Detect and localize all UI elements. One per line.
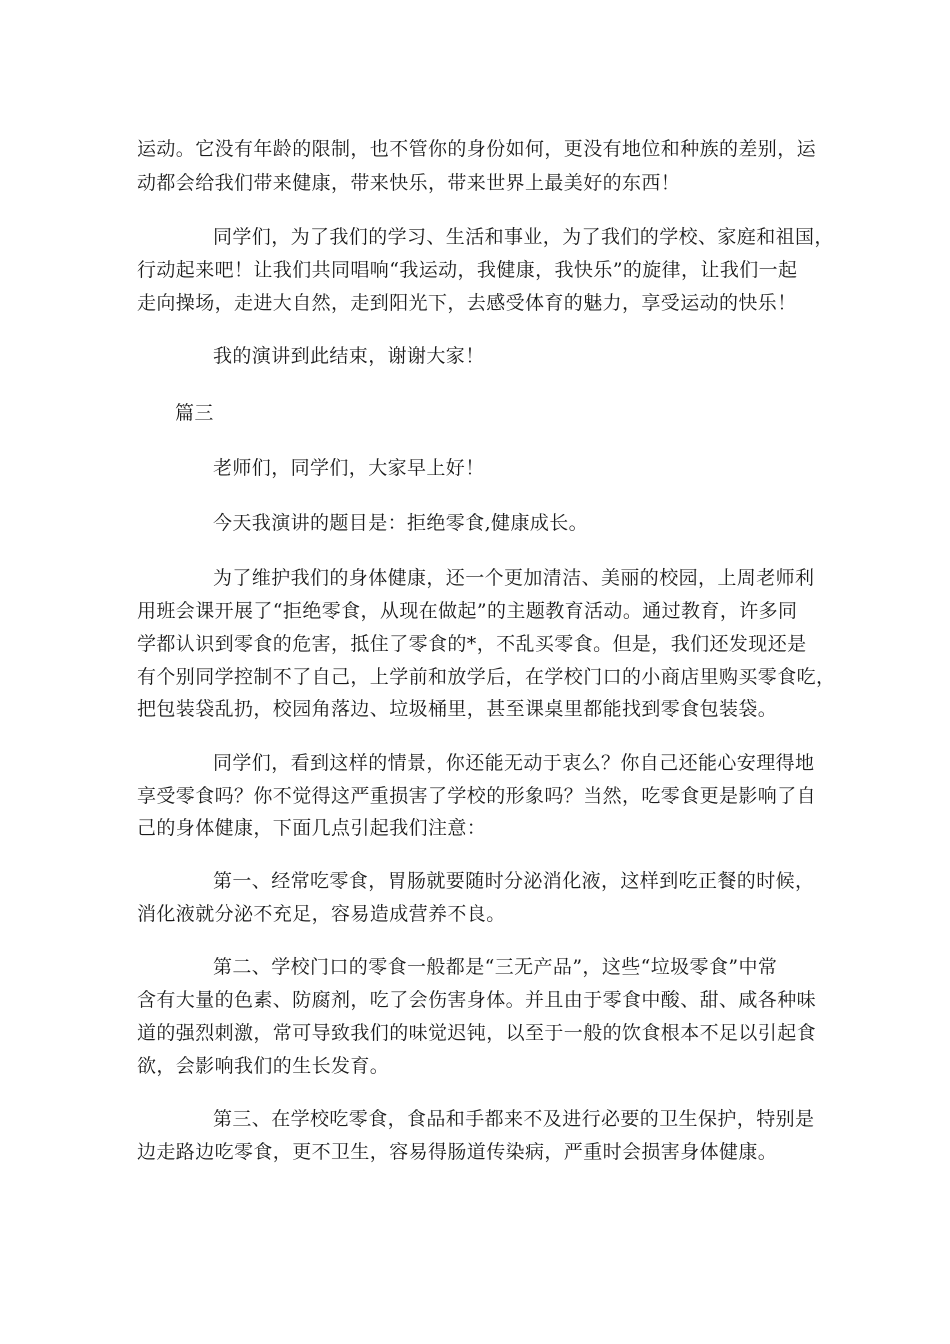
- text-line: 行动起来吧！让我们共同唱响“我运动，我健康，我快乐”的旋律，让我们一起: [137, 259, 798, 281]
- text-line: 消化液就分泌不充足，容易造成营养不良。: [137, 903, 506, 925]
- text-line: 第一、经常吃零食，胃肠就要随时分泌消化液，这样到吃正餐的时候，: [213, 870, 815, 892]
- text-line: 道的强烈刺激，常可导致我们的味觉迟钝，以至于一般的饮食根本不足以引起食: [137, 1022, 817, 1044]
- text-line: 有个别同学控制不了自己，上学前和放学后，在学校门口的小商店里购买零食吃，: [137, 666, 836, 688]
- text-line: 享受零食吗？你不觉得这严重损害了学校的形象吗？当然，吃零食更是影响了自: [137, 785, 817, 807]
- text-line: 走向操场，走进大自然，走到阳光下，去感受体育的魅力，享受运动的快乐！: [137, 292, 797, 314]
- text-line: 同学们，看到这样的情景，你还能无动于衷么？你自己还能心安理得地: [213, 752, 815, 774]
- text-line: 学都认识到零食的危害，抵住了零食的*，不乱买零食。但是，我们还发现还是: [137, 633, 807, 655]
- text-line: 含有大量的色素、防腐剂，吃了会伤害身体。并且由于零食中酸、甜、咸各种味: [137, 989, 817, 1011]
- text-line: 己的身体健康，下面几点引起我们注意：: [137, 817, 487, 839]
- text-line: 运动。它没有年龄的限制，也不管你的身份如何，更没有地位和种族的差别，运: [137, 138, 817, 160]
- text-line: 把包装袋乱扔，校园角落边、垃圾桶里，甚至课桌里都能找到零食包装袋。: [137, 698, 778, 720]
- text-line: 同学们，为了我们的学习、生活和事业，为了我们的学校、家庭和祖国，: [213, 226, 834, 248]
- text-line: 动都会给我们带来健康，带来快乐，带来世界上最美好的东西！: [137, 172, 681, 194]
- text-line: 第三、在学校吃零食，食品和手都来不及进行必要的卫生保护，特别是: [213, 1108, 815, 1130]
- text-line: 为了维护我们的身体健康，还一个更加清洁、美丽的校园，上周老师利: [213, 567, 815, 589]
- text-line: 第二、学校门口的零食一般都是“三无产品”，这些“垃圾零食”中常: [213, 956, 778, 978]
- text-line: 欲，会影响我们的生长发育。: [137, 1055, 390, 1077]
- text-line: 老师们，同学们，大家早上好！: [213, 457, 485, 479]
- text-line: 用班会课开展了“拒绝零食，从现在做起”的主题教育活动。通过教育，许多同: [137, 600, 798, 622]
- text-line: 边走路边吃零食，更不卫生，容易得肠道传染病，严重时会损害身体健康。: [137, 1141, 778, 1163]
- text-line: 今天我演讲的题目是：拒绝零食,健康成长。: [213, 512, 589, 534]
- text-line: 我的演讲到此结束，谢谢大家！: [213, 345, 485, 367]
- section-heading: 篇三: [175, 402, 214, 424]
